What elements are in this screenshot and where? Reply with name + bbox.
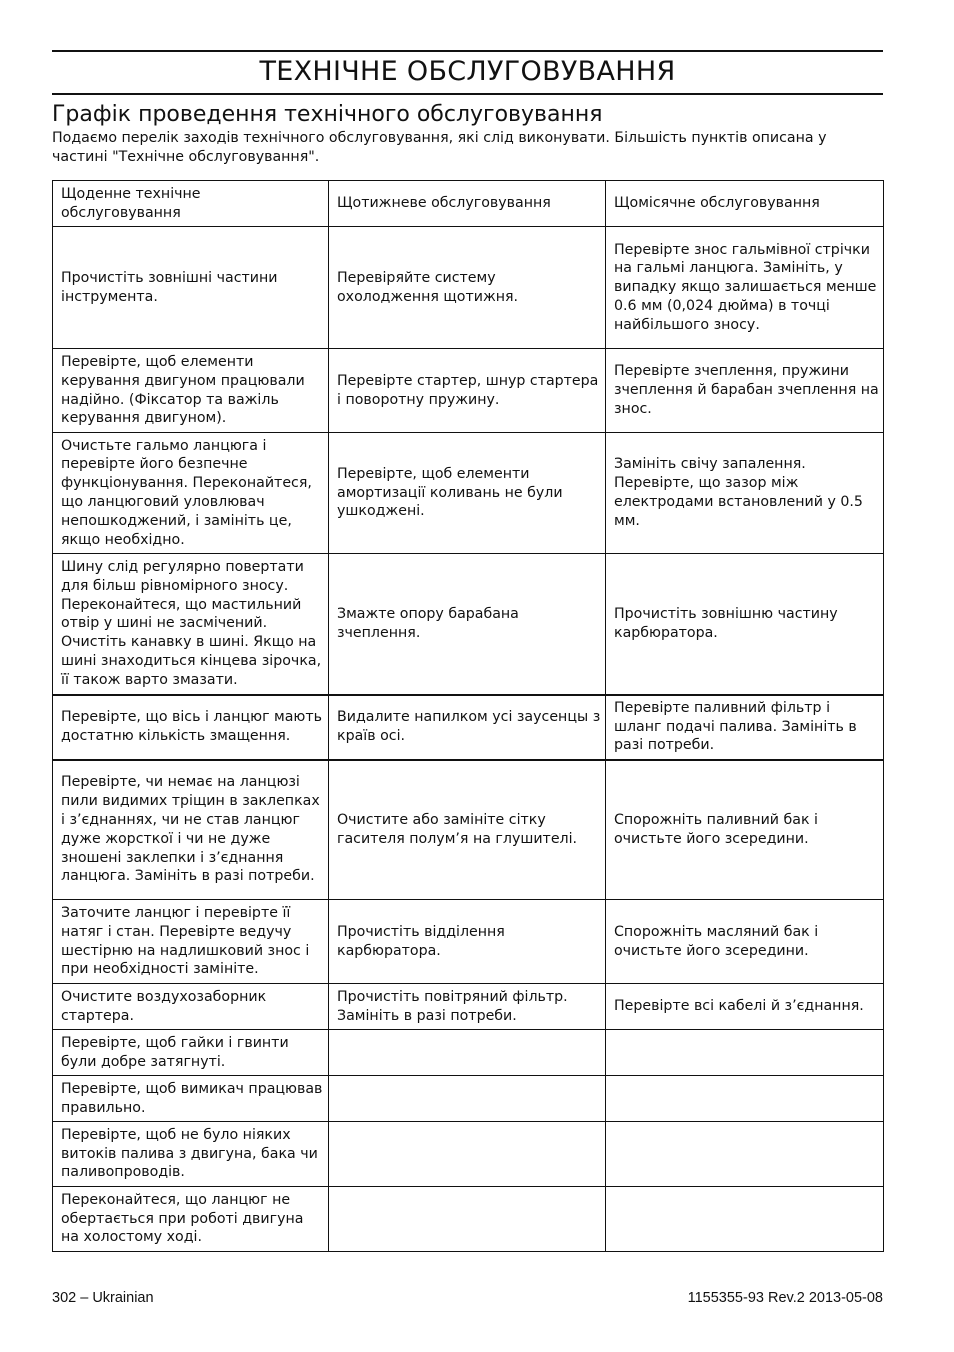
top-rule xyxy=(52,50,883,52)
cell-monthly: Спорожніть масляний бак і очистьте його зсередини. xyxy=(606,900,884,984)
cell-monthly xyxy=(606,1122,884,1187)
cell-weekly xyxy=(329,1122,606,1187)
table-row xyxy=(53,1076,884,1122)
cell-weekly: Видалите напилком усі заусенцы з країв осі. xyxy=(329,695,606,760)
cell-weekly: Перевіряйте систему охолодження щотижня. xyxy=(329,227,606,349)
cell-daily: Перевірте, чи немає на ланцюзі пили видимих тріщин в заклепках і з’єднаннях, чи не став ланцюг дуже жорсткої і чи не дуже зношені заклепки і з’єднання ланцюга. Замініть в разі потреби. xyxy=(53,760,329,900)
cell-daily: Перевірте, щоб елементи керування двигуном працювали надійно. (Фіксатор та важіль керування двигуном). xyxy=(53,349,329,433)
table-header-row xyxy=(53,181,884,227)
cell-monthly: Перевірте зчеплення, пружини зчеплення й барабан зчеплення на знос. xyxy=(606,349,884,433)
table-row xyxy=(53,695,884,760)
cell-monthly xyxy=(606,1076,884,1122)
cell-daily: Заточите ланцюг і перевірте її натяг і стан. Перевірте ведучу шестірню на надлишковий знос і при необхідності замініте. xyxy=(53,900,329,984)
footer-document-id: 1155355-93 Rev.2 2013-05-08 xyxy=(687,1290,883,1306)
cell-monthly xyxy=(606,1187,884,1252)
cell-weekly xyxy=(329,1030,606,1076)
table-row xyxy=(53,760,884,900)
table-row xyxy=(53,433,884,554)
cell-daily: Переконайтеся, що ланцюг не обертається при роботі двигуна на холостому ході. xyxy=(53,1187,329,1252)
cell-weekly xyxy=(329,1187,606,1252)
cell-monthly xyxy=(606,1030,884,1076)
section-title: ТЕХНІЧНЕ ОБСЛУГОВУВАННЯ xyxy=(52,53,883,95)
cell-monthly: Замініть свічу запалення. Перевірте, що зазор між електродами встановлений у 0.5 мм. xyxy=(606,433,884,554)
cell-weekly: Перевірте стартер, шнур стартера і поворотну пружину. xyxy=(329,349,606,433)
intro-paragraph: Подаємо перелік заходів технічного обслуговування, які слід виконувати. Більшість пунктів описана у частині "Технічне обслуговування". xyxy=(52,130,827,165)
cell-daily: Очистите воздухозаборник стартера. xyxy=(53,984,329,1030)
cell-weekly: Очистите або замініте сітку гасителя полум’я на глушителі. xyxy=(329,760,606,900)
cell-daily: Перевірте, що вісь і ланцюг мають достатню кількість змащення. xyxy=(53,695,329,760)
cell-daily: Перевірте, щоб не було ніяких витоків палива з двигуна, бака чи паливопроводів. xyxy=(53,1122,329,1187)
cell-daily: Перевірте, щоб гайки і гвинти були добре затягнуті. xyxy=(53,1030,329,1076)
cell-daily: Шину слід регулярно повертати для більш рівномірного зносу. Переконайтеся, що мастильний отвір у шині не засмічений. Очистіть канавку в шині. Якщо на шині знаходиться кінцева зірочка, її також варто змазати. xyxy=(53,554,329,695)
cell-monthly: Спорожніть паливний бак і очистьте його зсередини. xyxy=(606,760,884,900)
cell-monthly: Перевірте паливний фільтр і шланг подачі палива. Замініть в разі потреби. xyxy=(606,695,884,760)
cell-monthly: Прочистіть зовнішню частину карбюратора. xyxy=(606,554,884,695)
table-row xyxy=(53,984,884,1030)
table-row xyxy=(53,349,884,433)
cell-weekly: Змажте опору барабана зчеплення. xyxy=(329,554,606,695)
maintenance-schedule-table xyxy=(52,180,884,1252)
cell-weekly xyxy=(329,1076,606,1122)
page-title: Графік проведення технічного обслуговування xyxy=(52,102,603,127)
table-row xyxy=(53,554,884,695)
cell-weekly: Прочистіть повітряний фільтр. Замініть в разі потреби. xyxy=(329,984,606,1030)
cell-daily: Очистьте гальмо ланцюга і перевірте його безпечне функціонування. Переконайтеся, що ланцюговий уловлювач непошкоджений, і замініть це, якщо необхідно. xyxy=(53,433,329,554)
column-header-daily: Щоденне технічне обслуговування xyxy=(53,181,329,227)
cell-daily: Перевірте, щоб вимикач працював правильно. xyxy=(53,1076,329,1122)
table-row xyxy=(53,1122,884,1187)
column-header-monthly: Щомісячне обслуговування xyxy=(606,181,884,227)
cell-daily: Прочистіть зовнішні частини інструмента. xyxy=(53,227,329,349)
table-row xyxy=(53,1030,884,1076)
cell-weekly: Прочистіть відділення карбюратора. xyxy=(329,900,606,984)
table-row xyxy=(53,1187,884,1252)
table-row xyxy=(53,227,884,349)
cell-monthly: Перевірте знос гальмівної стрічки на гальмі ланцюга. Замініть, у випадку якщо залишається менше 0.6 мм (0,024 дюйма) в точці найбільшого зносу. xyxy=(606,227,884,349)
cell-weekly: Перевірте, щоб елементи амортизації коливань не були ушкоджені. xyxy=(329,433,606,554)
cell-monthly: Перевірте всі кабелі й з’єднання. xyxy=(606,984,884,1030)
footer-page-number: 302 – Ukrainian xyxy=(52,1290,154,1306)
column-header-weekly: Щотижневе обслуговування xyxy=(329,181,606,227)
table-row xyxy=(53,900,884,984)
